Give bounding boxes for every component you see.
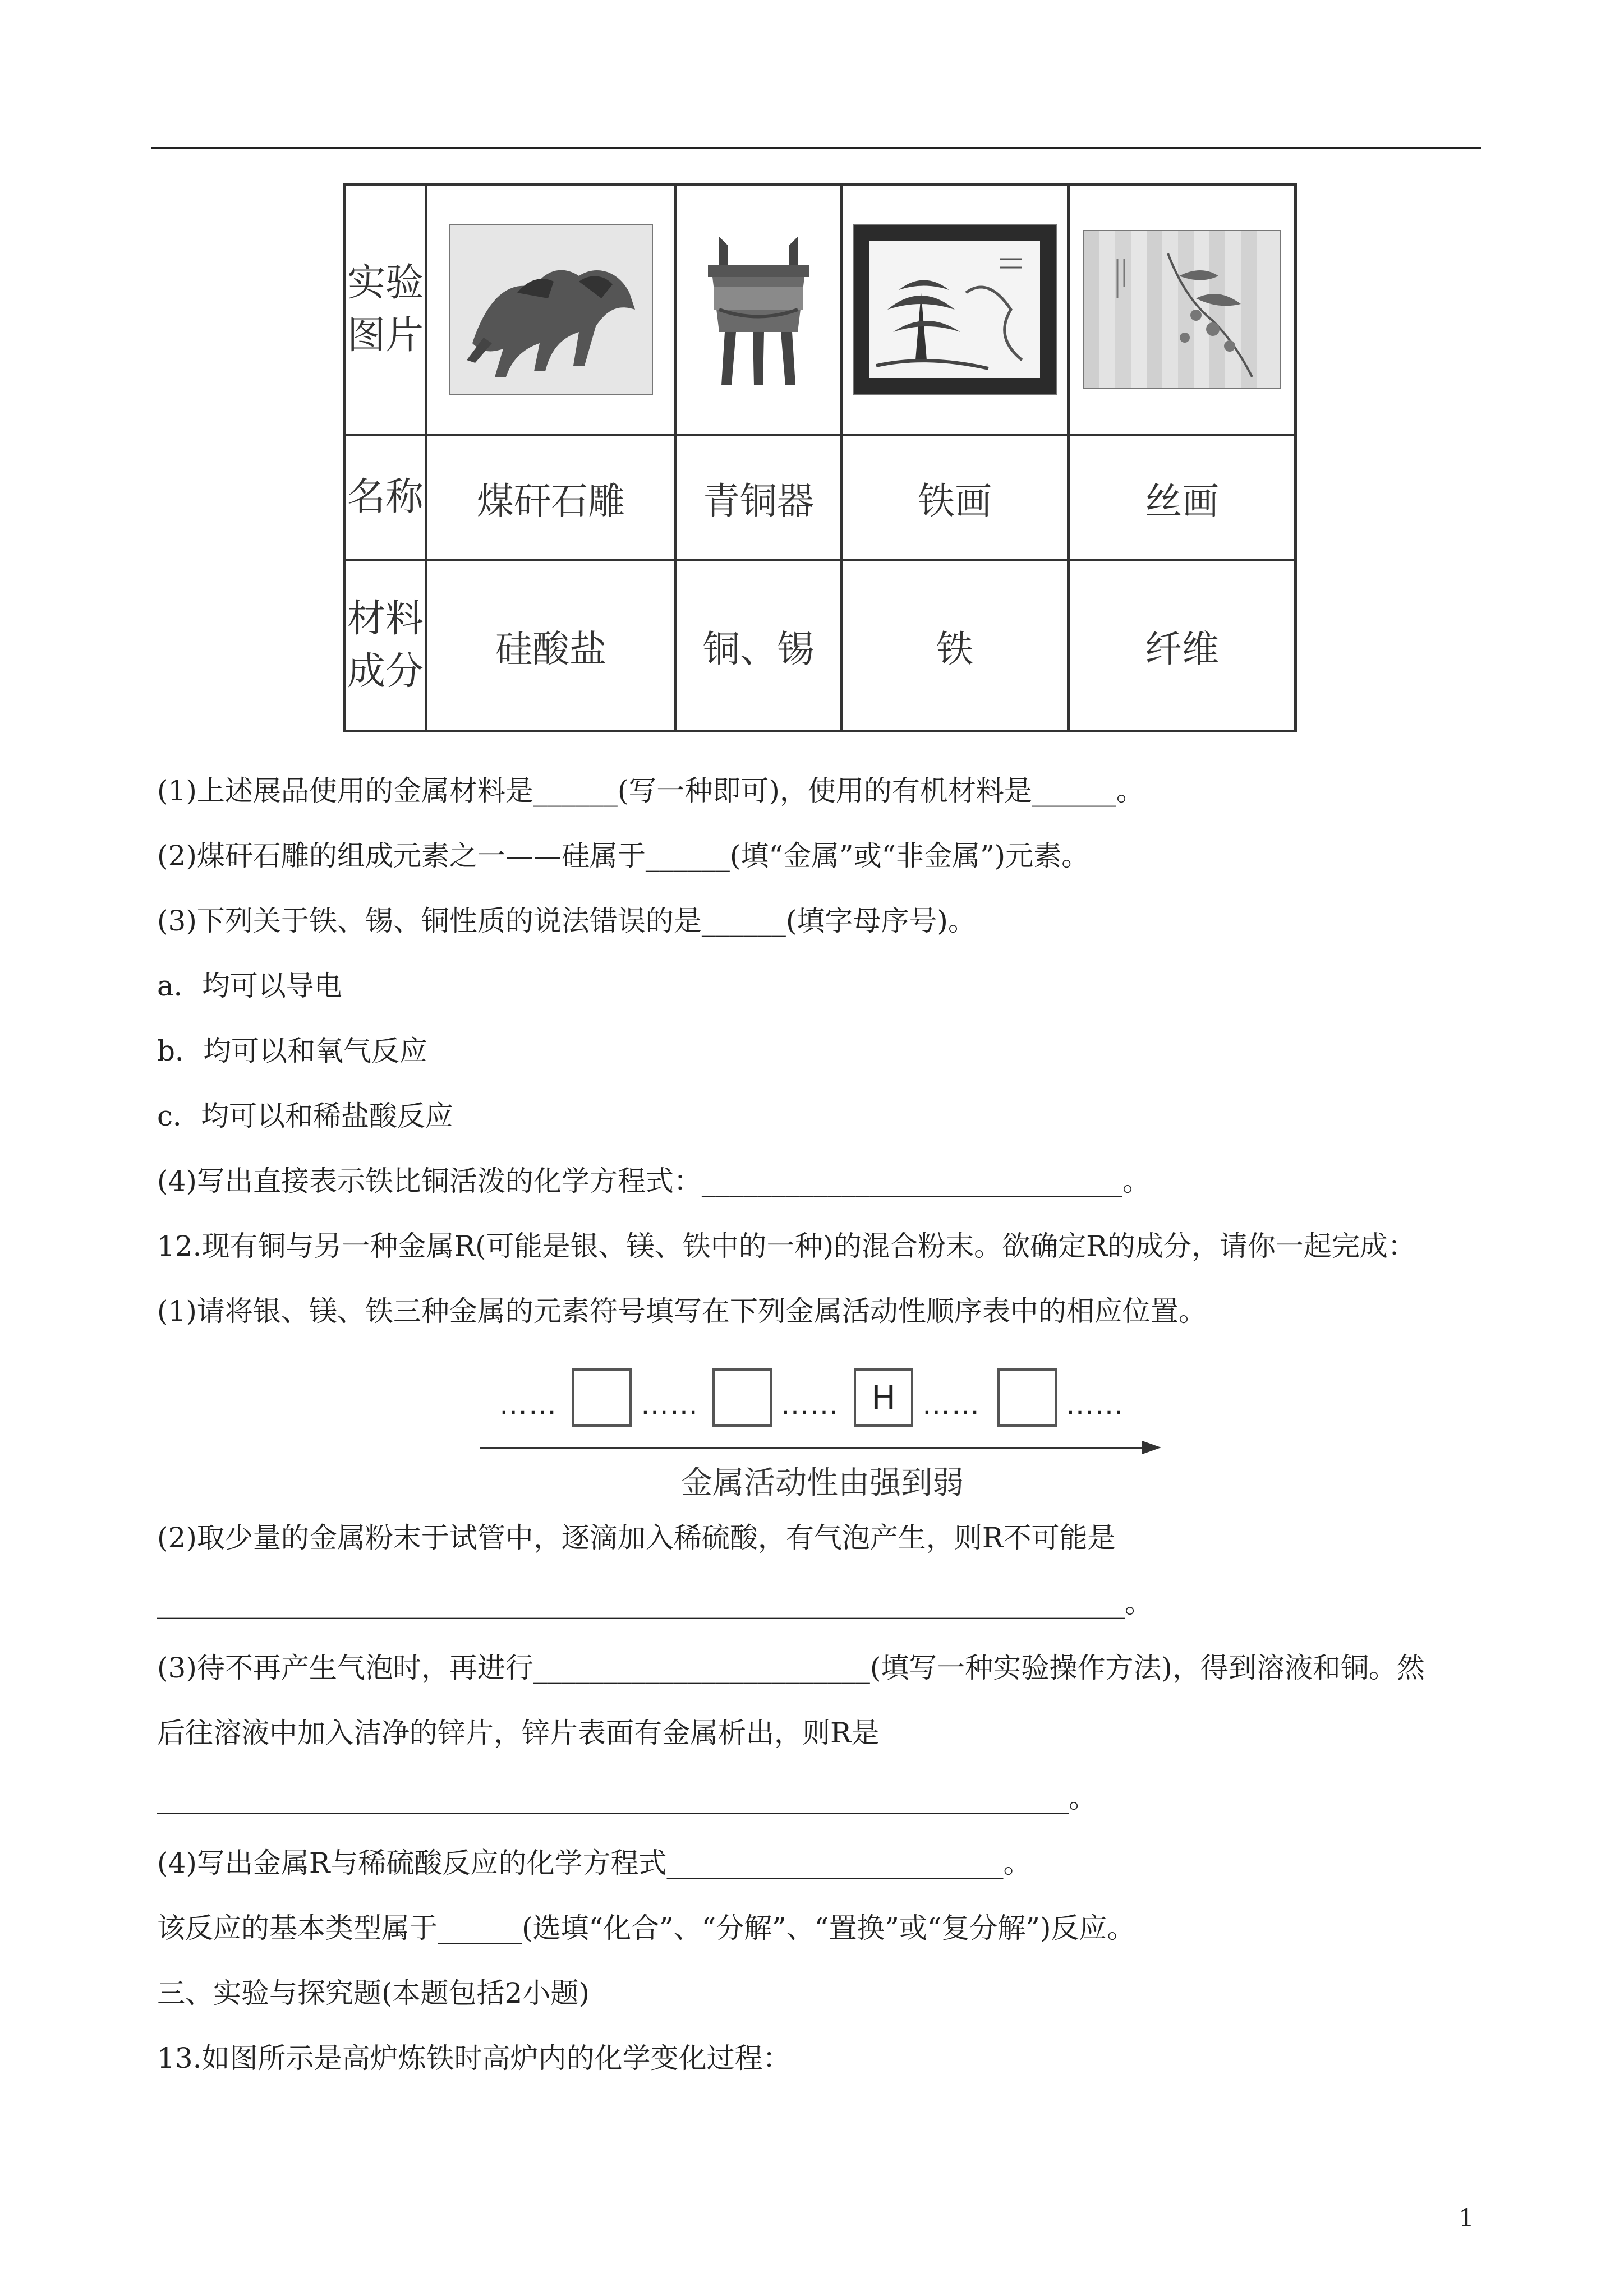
answer-blank-12-3: _________________________________________________________________。 <box>157 1782 1097 1814</box>
question-12-3: (3)待不再产生气泡时，再进行________________________(填写一种实验操作方法)，得到溶液和铜。然 <box>157 1652 1425 1684</box>
cell-image-silk-painting <box>1069 185 1296 435</box>
blank-box-1[interactable] <box>572 1368 632 1427</box>
cell-material: 纤维 <box>1069 560 1296 731</box>
blank-box-3[interactable] <box>997 1368 1057 1427</box>
option-b: b．均可以和氧气反应 <box>157 1035 428 1067</box>
series-caption: 金属活动性由强到弱 <box>681 1465 964 1501</box>
cell-material: 铁 <box>841 560 1069 731</box>
question-11-1: (1)上述展品使用的金属材料是______(写一种即可)，使用的有机材料是______。 <box>157 774 1144 807</box>
series-dots: …… <box>499 1389 558 1421</box>
exhibit-table <box>343 183 1297 732</box>
series-dots: …… <box>922 1389 981 1421</box>
iron-painting-image <box>853 224 1057 395</box>
bronze-vessel-image <box>697 225 820 394</box>
section-heading-3: 三、实验与探究题(本题包括2小题) <box>157 1977 590 2009</box>
question-11-2: (2)煤矸石雕的组成元素之一——硅属于______(填“金属”或“非金属”)元素。 <box>157 840 1090 872</box>
cell-material: 铜、锡 <box>676 560 841 731</box>
option-c: c．均可以和稀盐酸反应 <box>157 1100 454 1132</box>
direction-arrow-line <box>480 1447 1148 1449</box>
question-11-4: (4)写出直接表示铁比铜活泼的化学方程式：______________________________。 <box>157 1165 1151 1197</box>
question-13-stem: 13.如图所示是高炉炼铁时高炉内的化学变化过程： <box>157 2042 791 2074</box>
question-12-stem: 12.现有铜与另一种金属R(可能是银、镁、铁中的一种)的混合粉末。欲确定R的成分，请你一起完成： <box>157 1230 1416 1262</box>
table-row-materials <box>345 560 1296 731</box>
cell-material: 硅酸盐 <box>426 560 676 731</box>
cell-name: 煤矸石雕 <box>426 435 676 560</box>
header-rule <box>151 147 1481 149</box>
question-12-2: (2)取少量的金属粉末于试管中，逐滴加入稀硫酸，有气泡产生，则R不可能是 <box>157 1522 1116 1554</box>
row-header-materials: 材料成分 <box>345 560 426 731</box>
arrow-head-icon <box>1142 1441 1161 1454</box>
row-header-names: 名称 <box>345 435 426 560</box>
silk-painting-image <box>1083 230 1281 389</box>
option-a: a．均可以导电 <box>157 970 342 1002</box>
table-row-images <box>345 185 1296 435</box>
series-dots: …… <box>1066 1389 1124 1421</box>
question-11-3: (3)下列关于铁、锡、铜性质的说法错误的是______(填字母序号)。 <box>157 905 976 937</box>
question-12-4: (4)写出金属R与稀硫酸反应的化学方程式________________________。 <box>157 1847 1032 1879</box>
row-header-images: 实验图片 <box>345 185 426 435</box>
question-12-3-cont: 后往溶液中加入洁净的锌片，锌片表面有金属析出，则R是 <box>157 1717 880 1749</box>
series-dots: …… <box>641 1389 699 1421</box>
cell-image-coal-carving <box>426 185 676 435</box>
question-12-4-type: 该反应的基本类型属于______(选填“化合”、“分解”、“置换”或“复分解”)反应。 <box>157 1912 1135 1944</box>
horse-carving-image <box>449 224 653 395</box>
activity-series-diagram <box>480 1362 1165 1507</box>
hydrogen-box: H <box>854 1368 913 1427</box>
table-row-names <box>345 435 1296 560</box>
blank-box-2[interactable] <box>712 1368 772 1427</box>
cell-image-iron-painting <box>841 185 1069 435</box>
series-dots: …… <box>781 1389 839 1421</box>
cell-name: 青铜器 <box>676 435 841 560</box>
cell-name: 铁画 <box>841 435 1069 560</box>
cell-name: 丝画 <box>1069 435 1296 560</box>
answer-blank-12-2: _____________________________________________________________________。 <box>157 1587 1153 1619</box>
question-12-1: (1)请将银、镁、铁三种金属的元素符号填写在下列金属活动性顺序表中的相应位置。 <box>157 1295 1207 1327</box>
page-number: 1 <box>1459 2204 1474 2233</box>
cell-image-bronze <box>676 185 841 435</box>
